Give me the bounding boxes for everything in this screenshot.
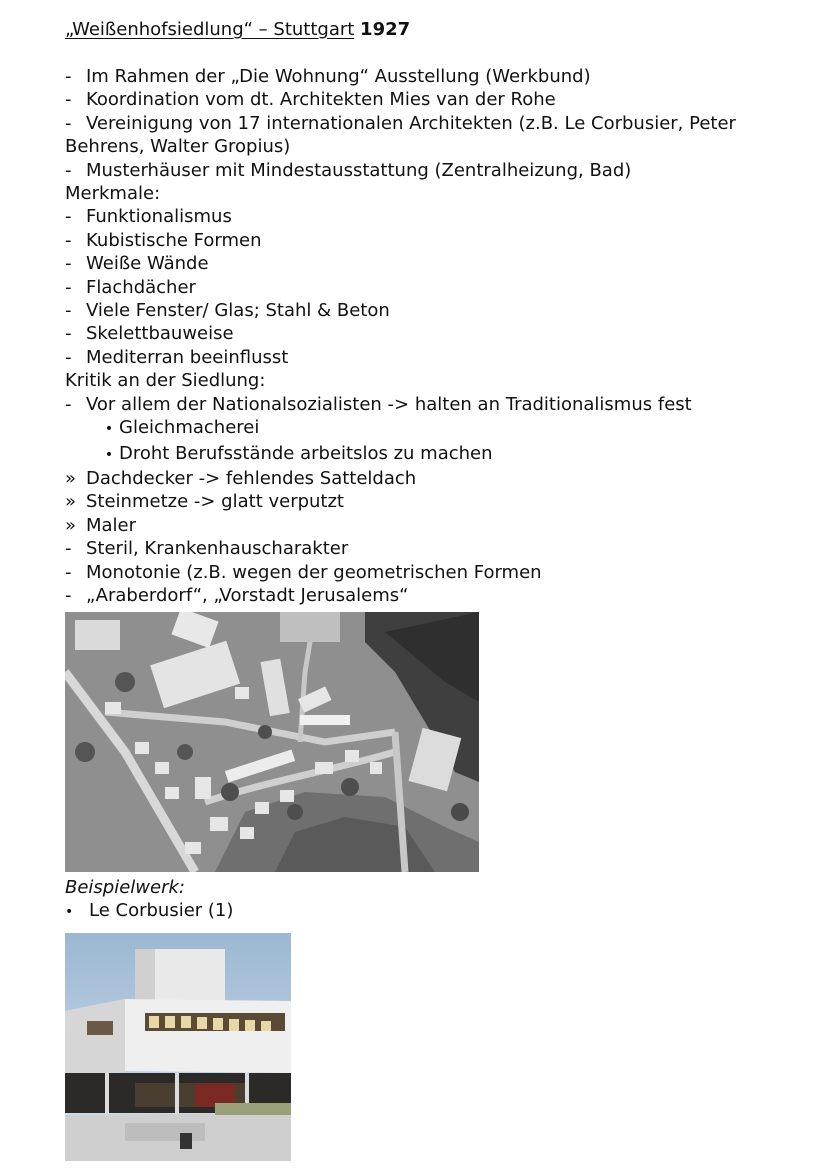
sub-list-item: • Gleichmacherei xyxy=(104,417,260,439)
aerial-photo-icon xyxy=(65,612,479,872)
list-item: - Steril, Krankenhauscharakter xyxy=(65,538,349,560)
list-item: - Skelettbauweise xyxy=(65,323,234,345)
list-item: - Koordination vom dt. Architekten Mies van der Rohe xyxy=(65,89,556,111)
list-item: » Dachdecker -> fehlendes Satteldach xyxy=(65,467,417,489)
list-item: - „Araberdorf“, „Vorstadt Jerusalems“ xyxy=(65,584,409,606)
list-item: - Vor allem der Nationalsozialisten -> halten an Traditionalismus fest xyxy=(65,393,692,415)
page-title xyxy=(65,18,805,42)
list-item: - Im Rahmen der „Die Wohnung“ Ausstellung (Werkbund) xyxy=(65,66,591,87)
list-item-continued: Behrens, Walter Gropius) xyxy=(65,136,291,158)
list-item: - Musterhäuser mit Mindestausstattung (Zentralheizung, Bad) xyxy=(65,159,632,181)
building-photo-icon xyxy=(65,933,291,1161)
list-item: - Mediterran beeinflusst xyxy=(65,346,289,368)
list-item: - Kubistische Formen xyxy=(65,229,262,251)
list-item: - Weiße Wände xyxy=(65,253,209,275)
beispiel-label: Beispielwerk: xyxy=(65,877,185,898)
title-year: 1927 xyxy=(360,19,411,40)
list-item: - Monotonie (z.B. wegen der geometrischen Formen xyxy=(65,561,542,583)
list-item: • Le Corbusier (1) xyxy=(65,900,234,922)
document-page xyxy=(65,18,805,607)
list-item: - Funktionalismus xyxy=(65,206,232,228)
list-item: - Viele Fenster/ Glas; Stahl & Beton xyxy=(65,300,390,322)
beispiel-section xyxy=(65,876,233,925)
list-item: » Maler xyxy=(65,514,137,536)
list-item: - Vereinigung von 17 internationalen Architekten (z.B. Le Corbusier, Peter xyxy=(65,112,736,134)
section-heading-merkmale: Merkmale: xyxy=(65,183,161,205)
list-item: » Steinmetze -> glatt verputzt xyxy=(65,491,344,513)
sub-list-item: • Droht Berufsstände arbeitslos zu machen xyxy=(104,442,493,464)
section-heading-kritik: Kritik an der Siedlung: xyxy=(65,370,266,392)
title-text: „Weißenhofsiedlung“ – Stuttgart xyxy=(65,19,355,40)
list-item: - Flachdächer xyxy=(65,276,196,298)
